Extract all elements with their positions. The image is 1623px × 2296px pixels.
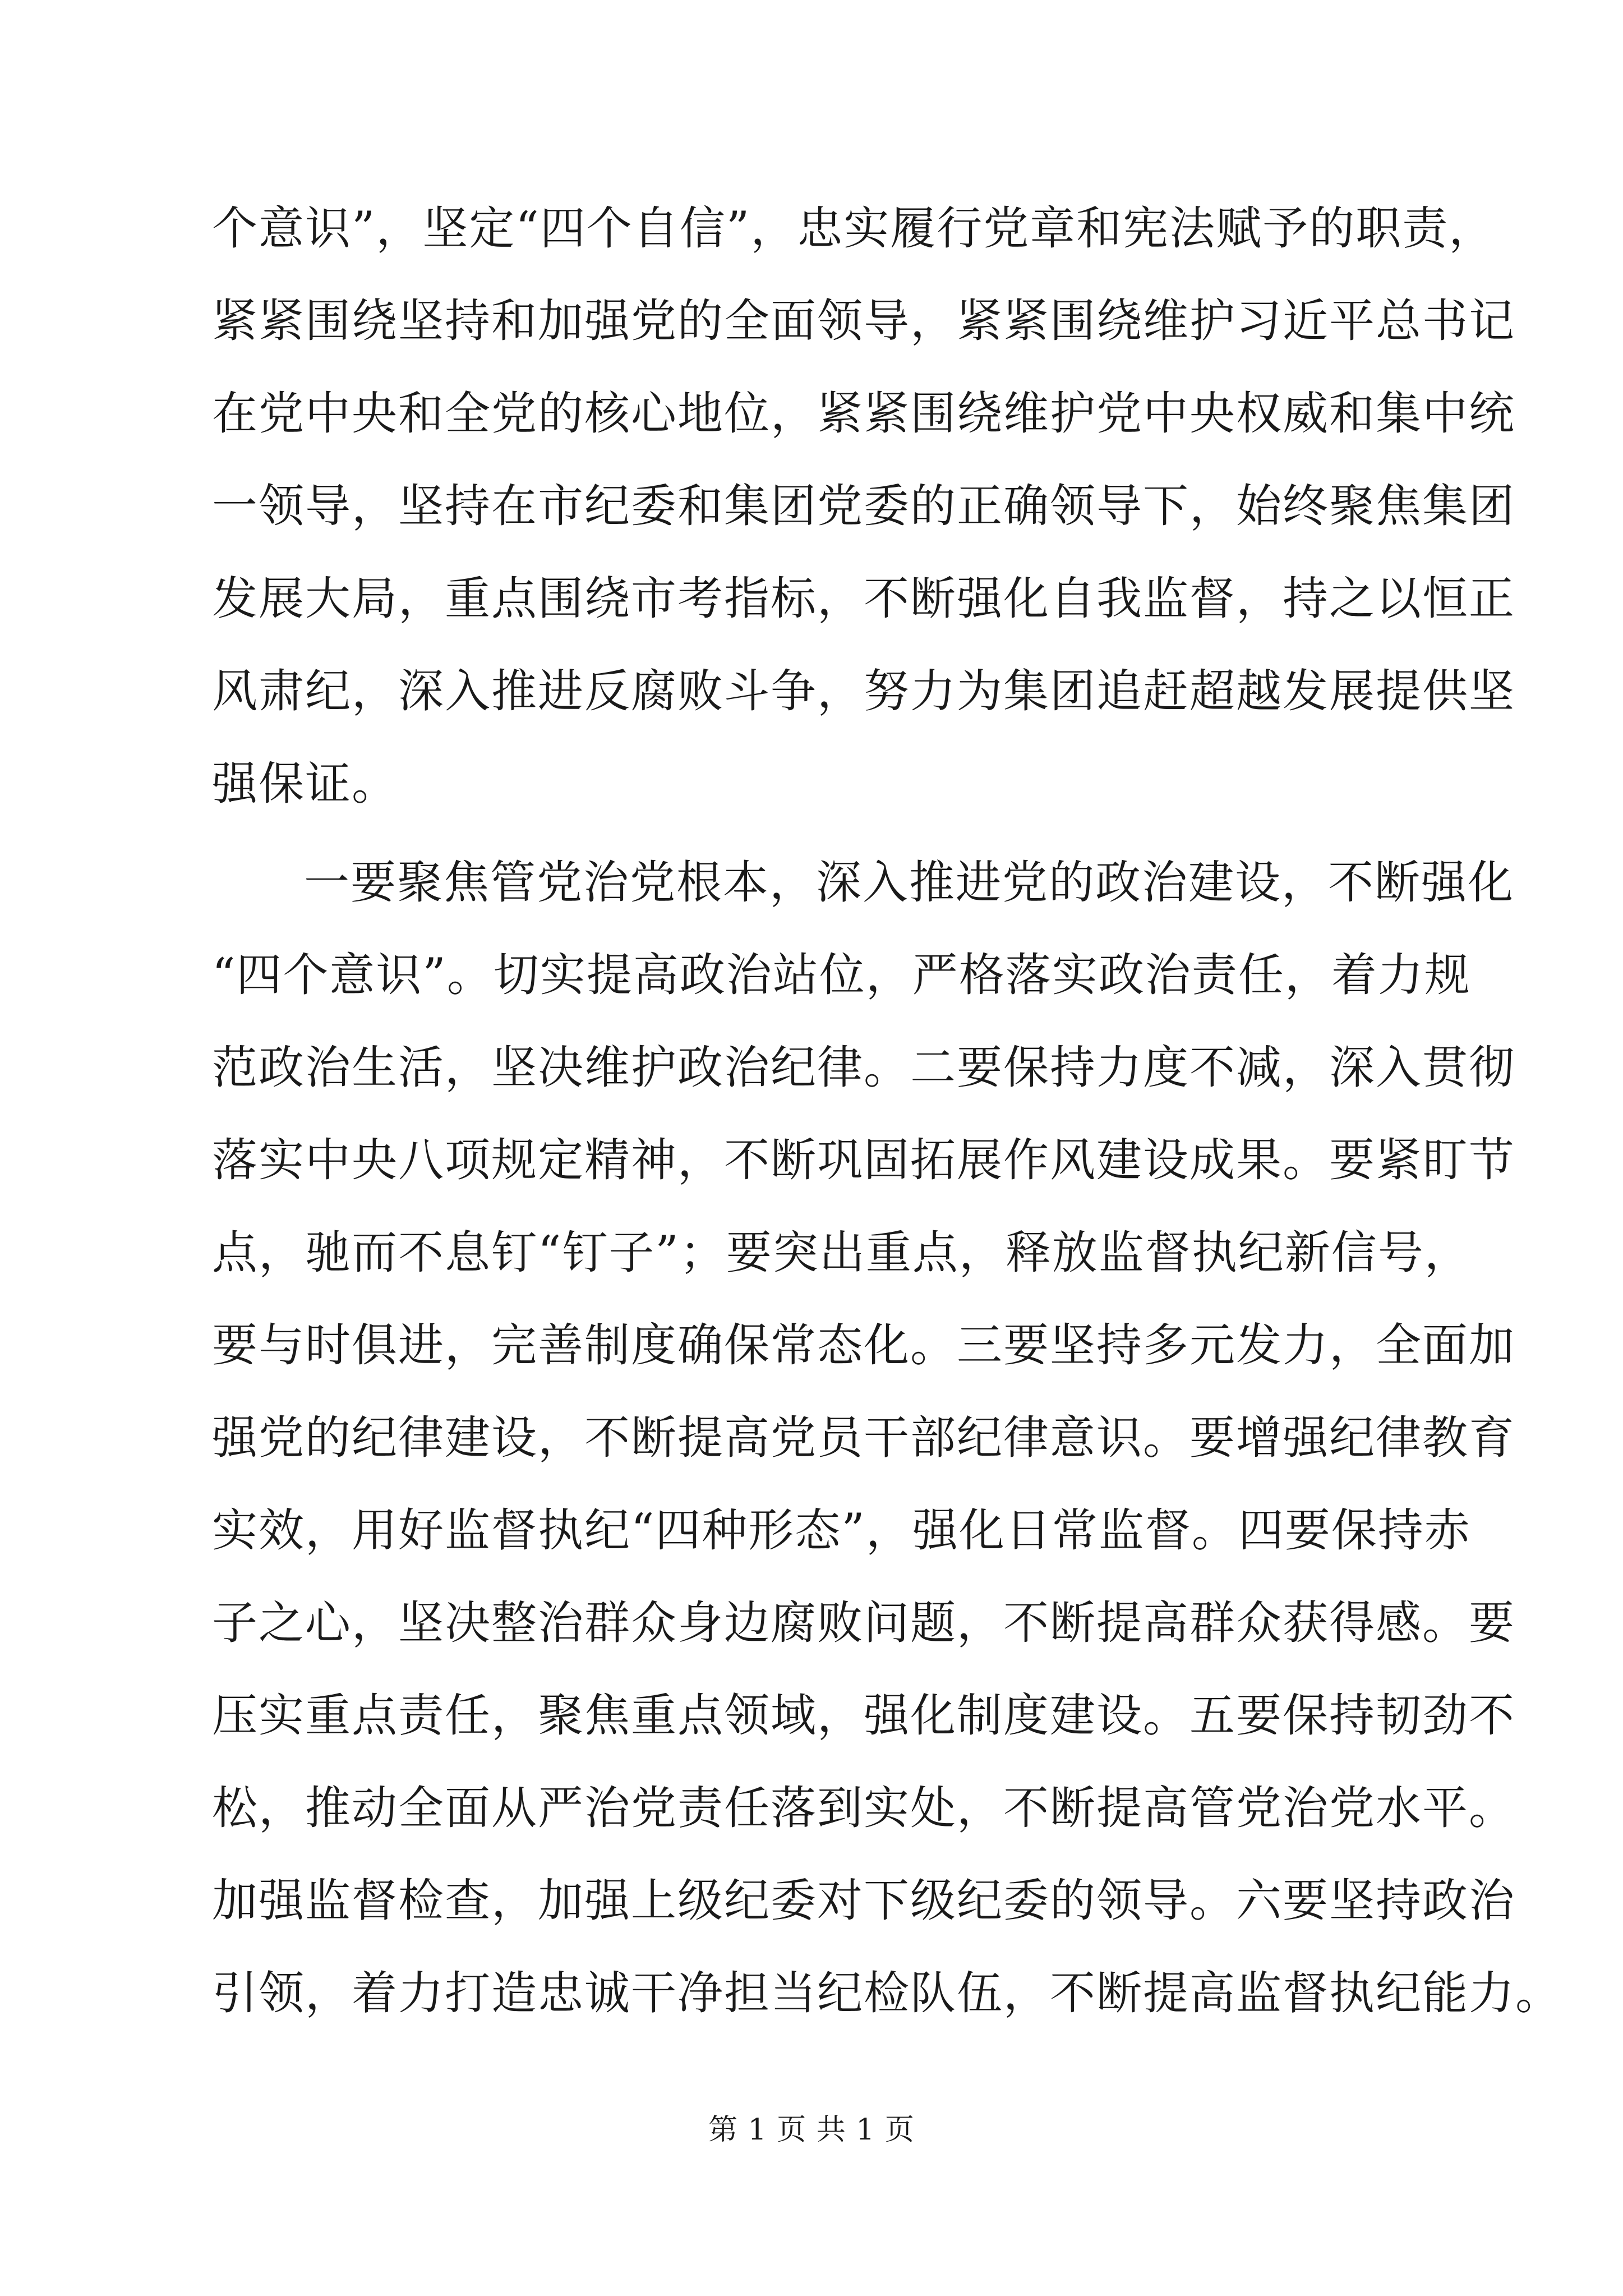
text-line: 范政治生活，坚决维护政治纪律。二要保持力度不减，深入贯彻 xyxy=(212,1042,1516,1094)
text-line: 压实重点责任，聚焦重点领域，强化制度建设。五要保持韧劲不 xyxy=(212,1690,1516,1742)
body-text xyxy=(212,183,1562,2040)
text-line: 实效，用好监督执纪“四种形态”，强化日常监督。四要保持赤 xyxy=(212,1504,1471,1557)
text-line: 一领导，坚持在市纪委和集团党委的正确领导下，始终聚焦集团 xyxy=(212,480,1516,533)
text-line: 松，推动全面从严治党责任落到实处，不断提高管党治党水平。 xyxy=(212,1782,1516,1835)
text-line: 加强监督检查，加强上级纪委对下级纪委的领导。六要坚持政治 xyxy=(212,1875,1516,1927)
text-line: 个意识”，坚定“四个自信”，忠实履行党章和宪法赋予的职责， xyxy=(212,203,1496,255)
text-line: 落实中央八项规定精神，不断巩固拓展作风建设成果。要紧盯节 xyxy=(212,1134,1516,1187)
text-line: 一要聚焦管党治党根本，深入推进党的政治建设，不断强化 xyxy=(304,857,1515,909)
text-line: 点，驰而不息钉“钉子”；要突出重点，释放监督执纪新信号， xyxy=(212,1227,1471,1280)
paragraph-1 xyxy=(212,183,1516,831)
paragraph-gap xyxy=(212,831,1412,837)
text-line: 子之心，坚决整治群众身边腐败问题，不断提高群众获得感。要 xyxy=(212,1597,1516,1650)
text-line: 发展大局，重点围绕市考指标，不断强化自我监督，持之以恒正 xyxy=(212,573,1516,625)
text-line: 紧紧围绕坚持和加强党的全面领导，紧紧围绕维护习近平总书记 xyxy=(212,295,1516,348)
paragraph-2 xyxy=(212,837,1562,2040)
text-line: 引领，着力打造忠诚干净担当纪检队伍，不断提高监督执纪能力。 xyxy=(212,1967,1562,2020)
text-line: “四个意识”。切实提高政治站位，严格落实政治责任，着力规 xyxy=(212,949,1471,1002)
text-line: 强保证。 xyxy=(212,758,399,811)
text-line: 要与时俱进，完善制度确保常态化。三要坚持多元发力，全面加 xyxy=(212,1319,1516,1372)
text-line: 风肃纪，深入推进反腐败斗争，努力为集团追赶超越发展提供坚 xyxy=(212,665,1516,718)
text-line: 强党的纪律建设，不断提高党员干部纪律意识。要增强纪律教育 xyxy=(212,1412,1516,1465)
page-number-footer: 第 1 页 共 1 页 xyxy=(708,2113,915,2147)
text-line: 在党中央和全党的核心地位，紧紧围绕维护党中央权威和集中统 xyxy=(212,388,1516,440)
